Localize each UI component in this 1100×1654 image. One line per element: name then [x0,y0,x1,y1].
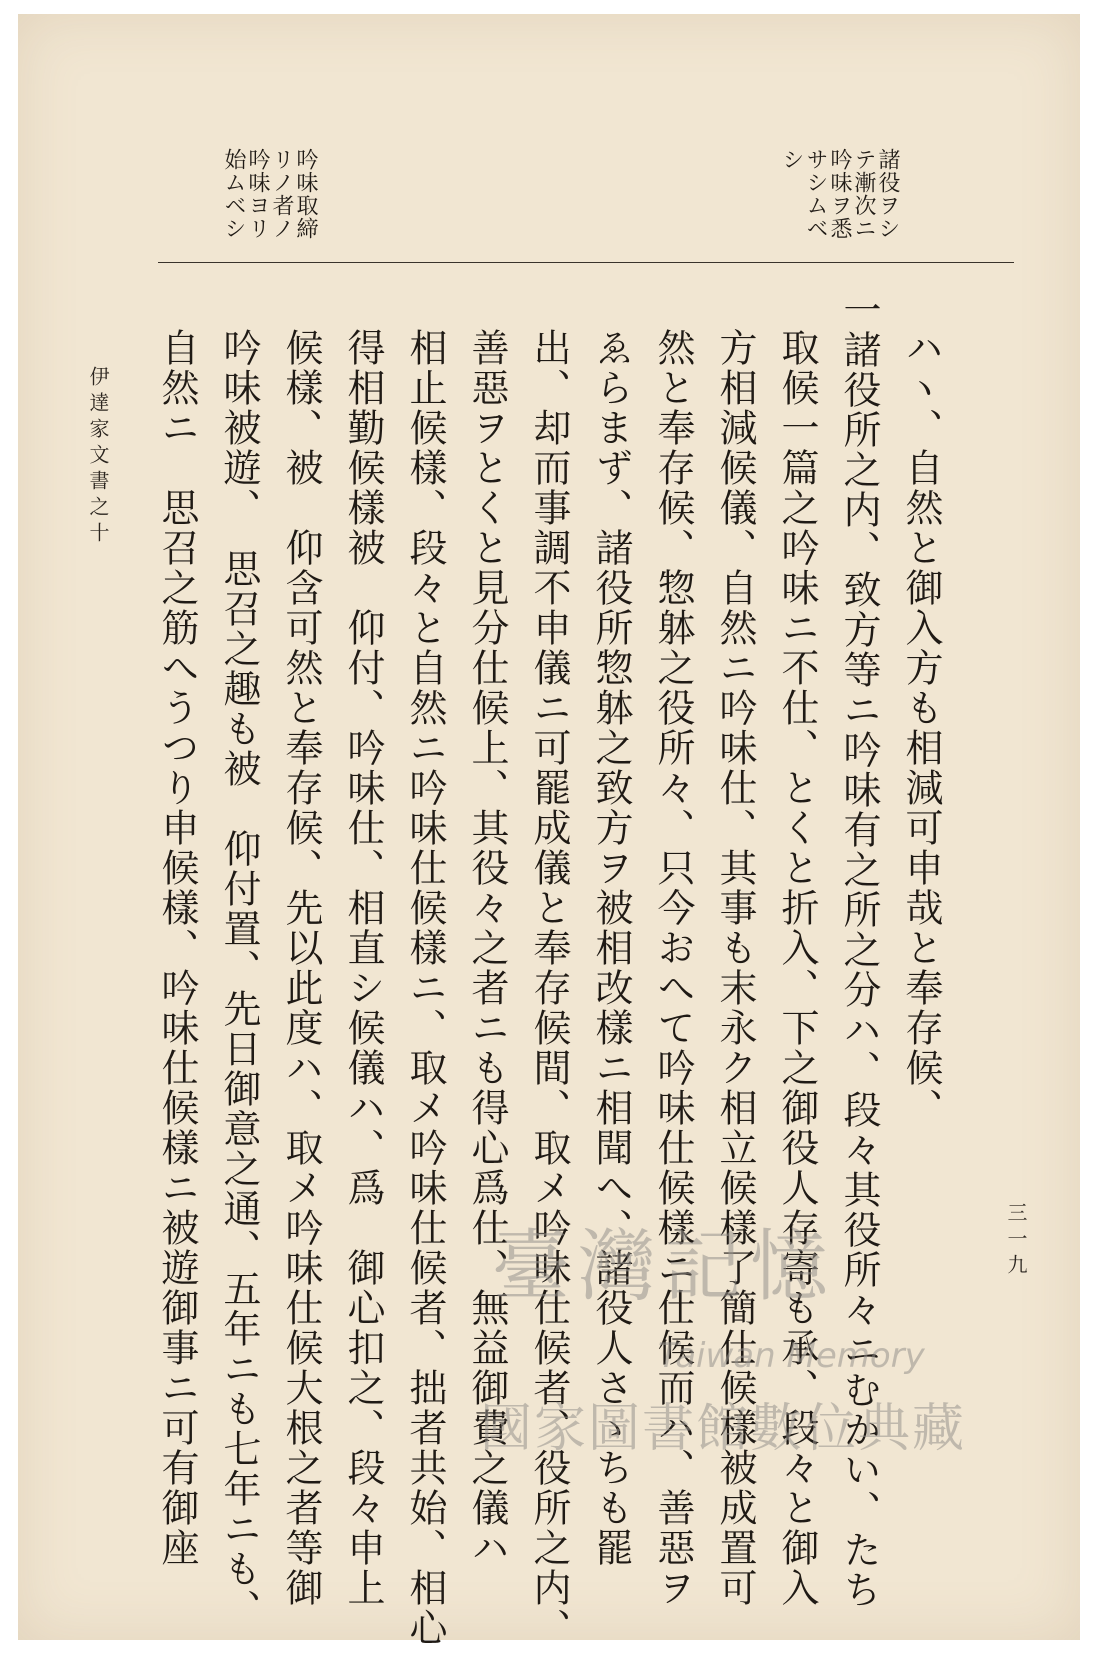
header-rule [158,262,1014,263]
text-column: 候樣、被 仰含可然と奉存候、先以此度ハ、取メ吟味仕候大根之者等御 [279,328,323,1608]
margin-note-line: 吟味ヨリ [245,148,270,240]
text-column: 吟味被遊、 思召之趣も被 仰付置、先日御意之通、五年ニも七年ニも、 [217,328,261,1629]
document-page [18,14,1080,1648]
margin-note-line: 吟味取締 [293,148,318,240]
text-column: ゑらまず、諸役所惣躰之致方ヲ被相改樣ニ相聞へ、諸役人さゝちも罷 [589,328,633,1568]
watermark-english: Taiwan Memory [658,1336,925,1376]
text-column: ハヽ、自然と御入方も相減可申哉と奉存候、 [899,328,943,1128]
margin-note-line: テ漸次ニ [851,148,876,240]
margin-note-line: サシムベ [803,148,828,240]
text-column: 自然ニ 思召之筋へうつり申候樣、吟味仕候樣ニ被遊御事ニ可有御座 [155,328,199,1568]
text-column: 善惡ヲとくと見分仕候上、其役々之者ニも得心爲仕、無益御費之儀ハ [465,328,509,1568]
text-column: 相止候樣、段々と自然ニ吟味仕候樣ニ、取メ吟味仕候者、拙者共始、相心 [403,328,447,1648]
text-column: 得相勤候樣被 仰付、吟味仕、相直シ候儀ハ、爲 御心扣之、段々申上 [341,328,385,1608]
text-column: 方相減候儀、自然ニ吟味仕、其事も末永ク相立候樣了簡仕候樣被成置可 [713,328,757,1608]
margin-note-line: 始ムベシ [221,148,246,240]
text-column: 出、却而事調不申儀ニ可罷成儀と奉存候間、取メ吟味仕候者、役所之内、 [527,328,571,1648]
text-column: 一諸役所之内、致方等ニ吟味有之所之分ハ、段々其役所々ニむかい、たち [837,290,881,1610]
book-title: 伊達家文書之十 [86,366,110,548]
margin-note-line: リノ者ノ [269,148,294,240]
text-column: 然と奉存候、惣躰之役所々、只今おへて吟味仕候樣ニ仕候而ハ、善惡ヲ [651,328,695,1608]
page-number: 三一九 [1004,1202,1028,1280]
margin-note-line: シ [779,148,804,171]
margin-note-line: 吟味ヲ悉 [827,148,852,240]
margin-note-line: 諸役ヲシ [875,148,900,240]
text-column: 取候一篇之吟味ニ不仕、とくと折入、下之御役人存寄も承、段々と御入 [775,328,819,1608]
watermark-sub: 國家圖書館數位典藏 [480,1399,967,1459]
watermark-main: 臺灣記憶 [492,1222,837,1312]
